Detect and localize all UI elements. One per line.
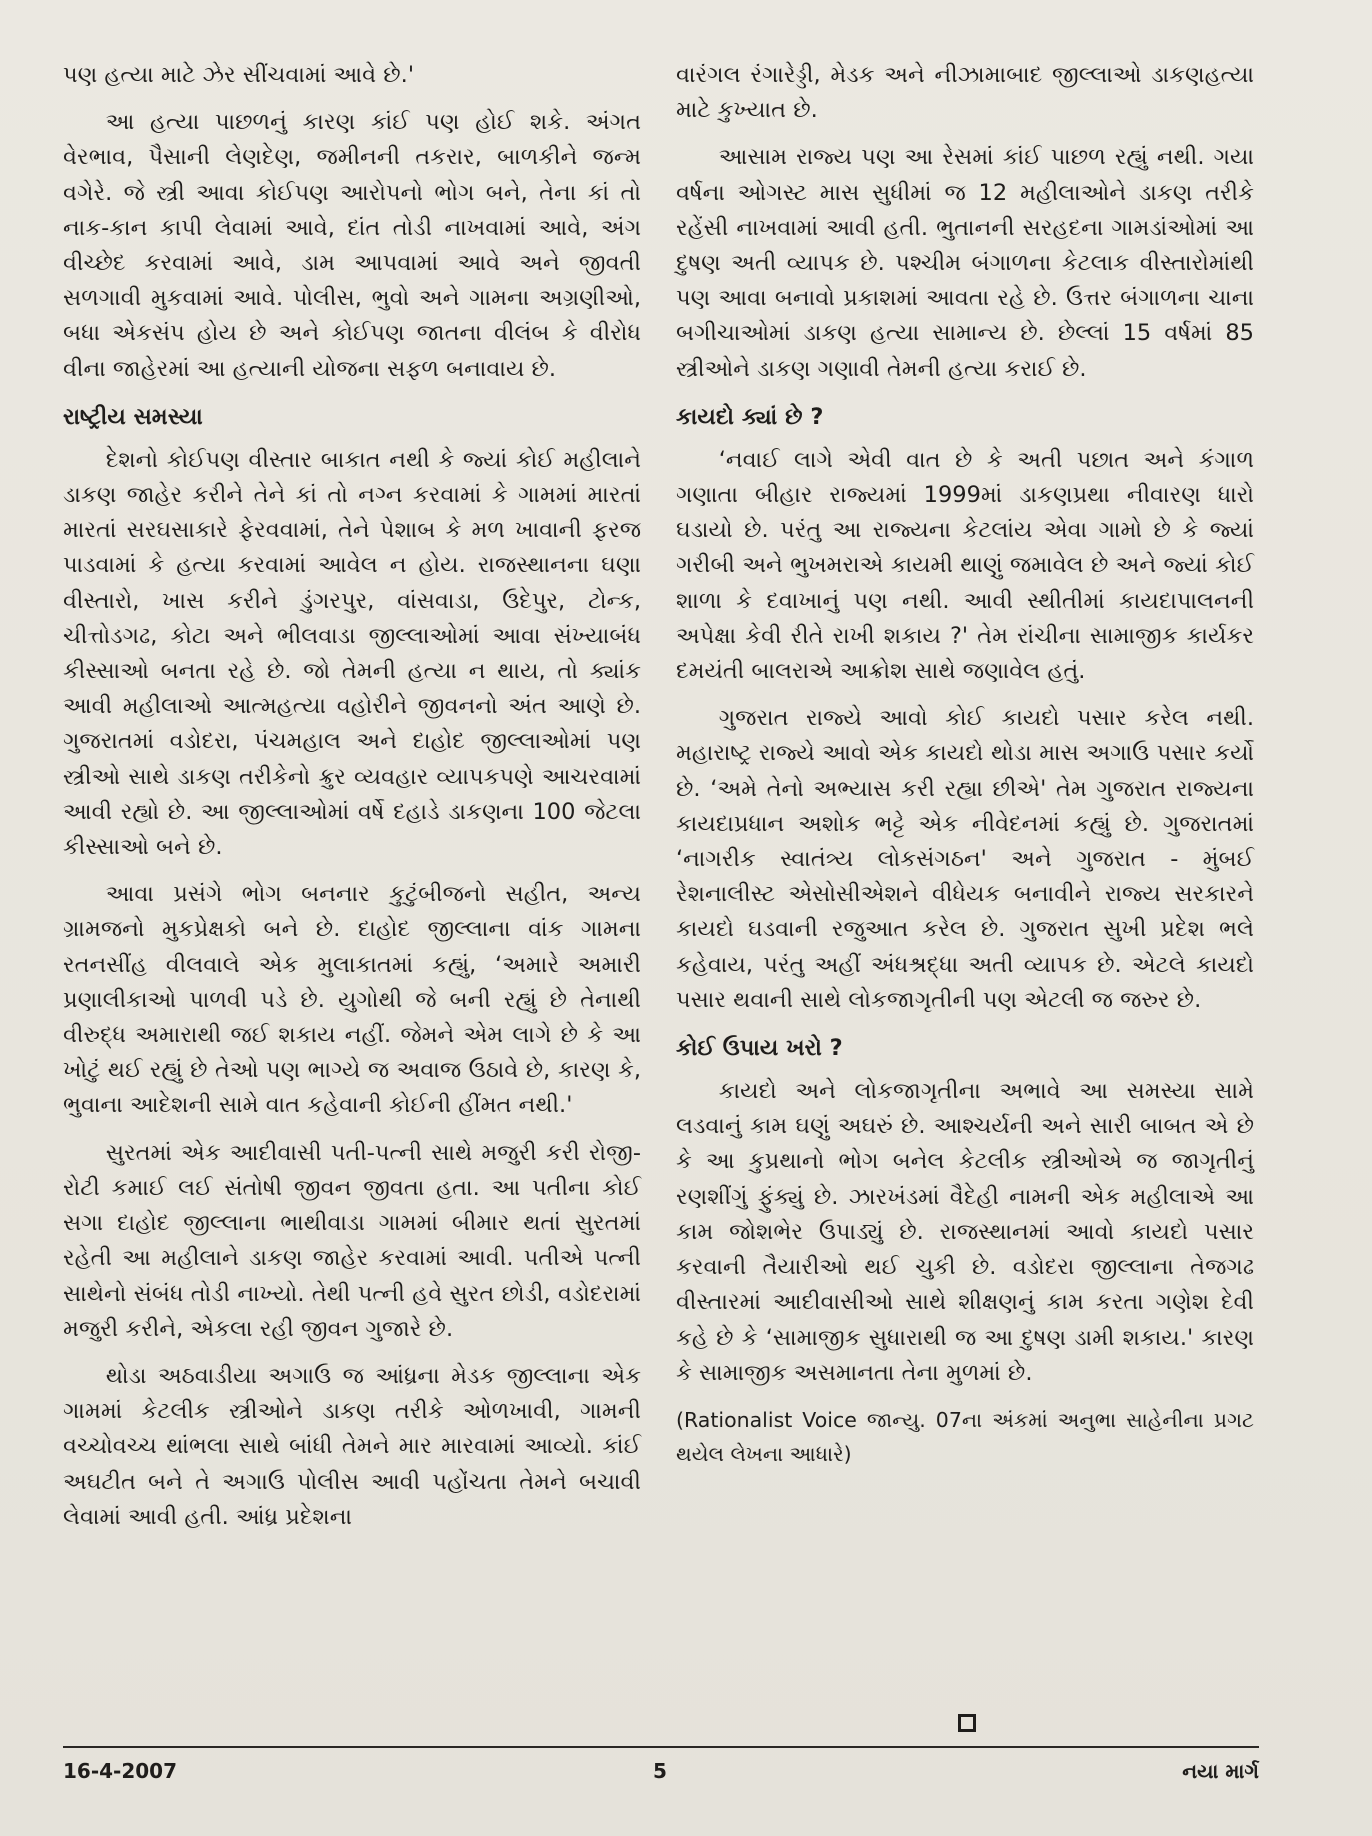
paragraph: આ હત્યા પાછળનું કારણ કાંઈ પણ હોઈ શકે. અંગત વેરભાવ, પૈસાની લેણદેણ, જમીનની તકરાર, બાળકીને જન્મ વગેરે. જે સ્ત્રી આવા કોઈપણ આરોપનો ભોગ બને, તેના કાં તો નાક-કાન કાપી લેવામાં આવે, દાંત તોડી નાખવામાં આવે, અંગ વીચ્છેદ કરવામાં આવે, ડામ આપવામાં આવે અને જીવતી સળગાવી મુકવામાં આવે. પોલીસ, ભુવો અને ગામના અગ્રણીઓ, બધા એકસંપ હોય છે અને કોઈપણ જાતના વીલંબ કે વીરોધ વીના જાહેરમાં આ હત્યાની યોજના સફળ બનાવાય છે. [63, 109, 641, 382]
paragraph: આવા પ્રસંગે ભોગ બનનાર કુટુંબીજનો સહીત, અન્ય ગ્રામજનો મુકપ્રેક્ષકો બને છે. દાહોદ જીલ્લાના વાંક ગામના રતનસીંહ વીલવાલે એક મુલાકાતમાં કહ્યું, ‘અમારે અમારી પ્રણાલીકાઓ પાળવી પડે છે. યુગોથી જે બની રહ્યું છે તેનાથી વીરુદ્ધ અમારાથી જઈ શકાય નહીં. જેમને એમ લાગે છે કે આ ખોટું થઈ રહ્યું છે તેઓ પણ ભાગ્યે જ અવાજ ઉઠાવે છે, કારણ કે, ભુવાના આદેશની સામે વાત કહેવાની કોઈની હીંમત નથી.' [63, 881, 641, 1119]
paragraph: કાયદો અને લોકજાગૃતીના અભાવે આ સમસ્યા સામે લડવાનું કામ ઘણું અઘરું છે. આશ્ચર્યની અને સારી બાબત એ છે કે આ કુપ્રથાનો ભોગ બનેલ કેટલીક સ્ત્રીઓએ જ જાગૃતીનું રણશીંગું ફુંક્યું છે. ઝારખંડમાં વૈદેહી નામની એક મહીલાએ આ કામ જોશભેર ઉપાડ્યું છે. રાજસ્થાનમાં આવો કાયદો પસાર કરવાની તૈયારીઓ થઈ ચુકી છે. વડોદરા જીલ્લાના તેજગઢ વીસ્તારમાં આદીવાસીઓ સાથે શીક્ષણનું કામ કરતા ગણેશ દેવી કહે છે કે ‘સામાજીક સુધારાથી જ આ દુષણ ડામી શકાય.' કારણ કે સામાજીક અસમાનતા તેના મુળમાં છે. [676, 1078, 1254, 1386]
paragraph: થોડા અઠવાડીયા અગાઉ જ આંધ્રના મેડક જીલ્લાના એક ગામમાં કેટલીક સ્ત્રીઓને ડાકણ તરીકે ઓળખાવી, ગામની વચ્ચોવચ્ચ થાંભલા સાથે બાંધી તેમને માર મારવામાં આવ્યો. કાંઈ અઘટીત બને તે અગાઉ પોલીસ આવી પહોંચતા તેમને બચાવી લેવામાં આવી હતી. આંધ્ર પ્રદેશના [63, 1362, 641, 1530]
paragraph: ગુજરાત રાજ્યે આવો કોઈ કાયદો પસાર કરેલ નથી. મહારાષ્ટ્ર રાજ્યે આવો એક કાયદો થોડા માસ અગાઉ પસાર કર્યો છે. ‘અમે તેનો અભ્યાસ કરી રહ્યા છીએ' તેમ ગુજરાત રાજ્યના કાયદાપ્રધાન અશોક ભટ્ટે એક નીવેદનમાં કહ્યું છે. ગુજરાતમાં ‘નાગરીક સ્વાતંત્ર્ય લોકસંગઠન' અને ગુજરાત - મુંબઈ રેશનાલીસ્ટ એસોસીએશને વીધેયક બનાવીને રાજ્ય સરકારને કાયદો ઘડવાની રજુઆત કરેલ છે. ગુજરાત સુખી પ્રદેશ ભલે કહેવાય, પરંતુ અહીં અંધશ્રદ્ધા અતી વ્યાપક છે. એટલે કાયદો પસાર થવાની સાથે લોકજાગૃતીની પણ એટલી જ જરુર છે. [676, 705, 1254, 1013]
paragraph: પણ હત્યા માટે ઝેર સીંચવામાં આવે છે.' [63, 62, 415, 88]
paragraph: દેશનો કોઈપણ વીસ્તાર બાકાત નથી કે જ્યાં કોઈ મહીલાને ડાકણ જાહેર કરીને તેને કાં તો નગ્ન કરવામાં કે ગામમાં મારતાં મારતાં સરઘસાકારે ફેરવવામાં, તેને પેશાબ કે મળ ખાવાની ફરજ પાડવામાં કે હત્યા કરવામાં આવેલ ન હોય. રાજસ્થાનના ઘણા વીસ્તારો, ખાસ કરીને ડુંગરપુર, વાંસવાડા, ઉદેપુર, ટોન્ક, ચીત્તોડગઢ, કોટા અને ભીલવાડા જીલ્લાઓમાં આવા સંખ્યાબંધ કીસ્સાઓ બનતા રહે છે. જો તેમની હત્યા ન થાય, તો ક્યાંક આવી મહીલાઓ આત્મહત્યા વહોરીને જીવનનો અંત આણે છે. ગુજરાતમાં વડોદરા, પંચમહાલ અને દાહોદ જીલ્લાઓમાં પણ સ્ત્રીઓ સાથે ડાકણ તરીકેનો ક્રુર વ્યવહાર વ્યાપકપણે આચરવામાં આવી રહ્યો છે. આ જીલ્લાઓમાં વર્ષે દહાડે ડાકણના 100 જેટલા કીસ્સાઓ બને છે. [63, 446, 641, 861]
section-heading: કાયદો ક્યાં છે ? [676, 403, 824, 430]
footer-divider [63, 1746, 1259, 1748]
source-note: (Rationalist Voice જાન્યુ. 07ના અંકમાં અનુભા સાહેનીના પ્રગટ થયેલ લેખના આધારે) [676, 1407, 1254, 1466]
magazine-name: નયા માર્ગ [1182, 1759, 1259, 1783]
paragraph: વારંગલ રંગારેડ્ડી, મેડક અને નીઝામાબાદ જીલ્લાઓ ડાકણહત્યા માટે કુખ્યાત છે. [676, 62, 1254, 124]
end-of-article-box-icon [958, 1714, 976, 1732]
paragraph: આસામ રાજ્ય પણ આ રેસમાં કાંઈ પાછળ રહ્યું નથી. ગયા વર્ષના ઓગસ્ટ માસ સુધીમાં જ 12 મહીલાઓને ડાકણ તરીકે રહેંસી નાખવામાં આવી હતી. ભુતાનની સરહદના ગામડાંઓમાં આ દુષણ અતી વ્યાપક છે. પશ્ચીમ બંગાળના કેટલાક વીસ્તારોમાંથી પણ આવા બનાવો પ્રકાશમાં આવતા રહે છે. ઉત્તર બંગાળના ચાના બગીચાઓમાં ડાકણ હત્યા સામાન્ય છે. છેલ્લાં 15 વર્ષમાં 85 સ્ત્રીઓને ડાકણ ગણાવી તેમની હત્યા કરાઈ છે. [676, 144, 1254, 382]
left-column [63, 58, 641, 1547]
paragraph: સુરતમાં એક આદીવાસી પતી-પત્ની સાથે મજુરી કરી રોજી-રોટી કમાઈ લઈ સંતોષી જીવન જીવતા હતા. આ પતીના કોઈ સગા દાહોદ જીલ્લાના ભાથીવાડા ગામમાં બીમાર થતાં સુરતમાં રહેતી આ મહીલાને ડાકણ જાહેર કરવામાં આવી. પતીએ પત્ની સાથેનો સંબંધ તોડી નાખ્યો. તેથી પત્ની હવે સુરત છોડી, વડોદરામાં મજુરી કરીને, એકલા રહી જીવન ગુજારે છે. [63, 1139, 641, 1342]
footer-date: 16-4-2007 [63, 1759, 178, 1783]
section-heading: રાષ્ટ્રીય સમસ્યા [63, 403, 203, 430]
page-number: 5 [653, 1759, 667, 1783]
right-column [676, 58, 1254, 1483]
section-heading: કોઈ ઉપાય ખરો ? [676, 1035, 843, 1062]
paragraph: ‘નવાઈ લાગે એવી વાત છે કે અતી પછાત અને કંગાળ ગણાતા બીહાર રાજ્યમાં 1999માં ડાકણપ્રથા નીવારણ ધારો ઘડાયો છે. પરંતુ આ રાજ્યના કેટલાંય એવા ગામો છે કે જ્યાં ગરીબી અને ભુખમરાએ કાયમી થાણું જમાવેલ છે અને જ્યાં કોઈ શાળા કે દવાખાનું પણ નથી. આવી સ્થીતીમાં કાયદાપાલનની અપેક્ષા કેવી રીતે રાખી શકાય ?' તેમ રાંચીના સામાજીક કાર્યકર દમયંતી બાલરાએ આક્રોશ સાથે જણાવેલ હતું. [676, 446, 1254, 685]
